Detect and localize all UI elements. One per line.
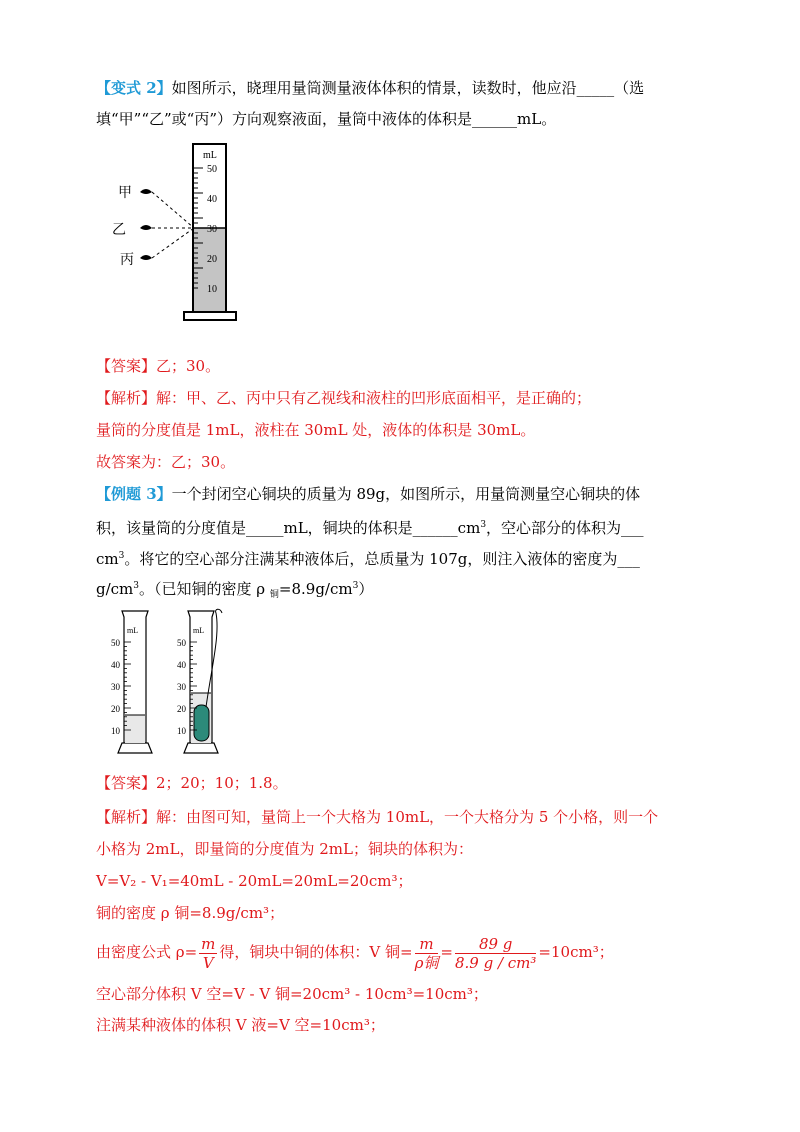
unit-label: mL: [193, 626, 205, 635]
answer-text: 乙；30。: [156, 357, 221, 375]
q3-text: g/cm: [96, 580, 134, 598]
analysis-text: =10cm³；: [538, 943, 614, 961]
q3-text: 积，该量筒的分度值是_____mL，铜块的体积是______cm: [96, 519, 481, 537]
q3-line4: $g/cm^3$。（已知铜的密度 ρ $_铜=8.9g/cm^3$）: [96, 580, 374, 600]
tick-label: 20: [111, 704, 120, 714]
tick-label: 40: [111, 660, 120, 670]
tick-label: 40: [207, 194, 217, 205]
tick-label: 50: [207, 164, 217, 175]
q2-text1: 如图所示，晓理用量筒测量液体体积的情景，读数时，他应沿_____（选: [171, 79, 645, 97]
label-bing: 丙: [120, 252, 134, 268]
q3-analysis-1: [96, 806, 658, 828]
tick-label: 10: [111, 726, 120, 736]
cylinder-right: [177, 609, 222, 753]
fraction-values: [455, 935, 536, 972]
tick-label: 20: [207, 254, 217, 265]
q3-text: 。将它的空心部分注满某种液体后，总质量为 107g，则注入液体的密度为___: [124, 550, 640, 568]
q3-analysis-6: 空心部分体积 V 空=V - V 铜=20cm³ - 10cm³=10cm³；: [96, 985, 488, 1003]
q3-analysis-4: 铜的密度 ρ 铜=8.9g/cm³；: [96, 904, 285, 922]
q3-text: 铜: [269, 590, 279, 600]
frac-den: ρ铜: [414, 953, 439, 972]
q2-answer: [96, 355, 220, 377]
label-jia: 甲: [118, 185, 132, 201]
q3-line2: 积，该量筒的分度值是_____mL，铜块的体积是$\_\_\_\_\_\_cm^3$，空心部分的体积为___: [96, 519, 644, 537]
q3-analysis-3: V=V₂ - V₁=40mL - 20mL=20mL=20cm³；: [96, 872, 413, 890]
fraction-m-over-rho: [415, 935, 439, 972]
tick-label: 30: [177, 682, 186, 692]
frac-den: V: [202, 953, 214, 972]
q3-text: cm: [96, 550, 119, 568]
fraction-m-over-v: [199, 935, 217, 972]
q3-analysis-7: 注满某种液体的体积 V 液=V 空=10cm³；: [96, 1016, 385, 1034]
q2-unit: mL: [203, 150, 217, 161]
analysis-text: 得，铜块中铜的体积：V 铜=: [219, 943, 413, 961]
frac-den: 8.9 g / cm³: [454, 953, 537, 972]
q3-text1: 一个封闭空心铜块的质量为 89g，如图所示，用量筒测量空心铜块的体: [171, 485, 641, 503]
tick-label: 40: [177, 660, 186, 670]
q3-text: =8.9g/cm: [278, 580, 353, 598]
tick-label: 30: [207, 224, 217, 235]
q3-tag: 【例题 3】: [96, 485, 172, 503]
tick-label: 10: [177, 726, 186, 736]
tick-label: 30: [111, 682, 120, 692]
q3-text: ）: [358, 580, 374, 598]
q3-analysis-2: 小格为 2mL，即量筒的分度值为 2mL；铜块的体积为：: [96, 840, 473, 858]
q3-line3: $cm^3$。将它的空心部分注满某种液体后，总质量为 107g，则注入液体的密度为___: [96, 550, 640, 568]
frac-num: m: [415, 935, 439, 954]
q2-analysis-2: 量筒的分度值是 1mL，液柱在 30mL 处，液体的体积是 30mL。: [96, 421, 536, 439]
q3-text: 。（已知铜的密度 ρ: [139, 580, 270, 598]
q3-text: ，空心部分的体积为___: [486, 519, 644, 537]
tick-label: 50: [111, 638, 120, 648]
q2-graduated-cylinder-figure: [110, 140, 250, 330]
answer-tag: 【答案】: [96, 357, 157, 375]
label-yi: 乙: [112, 222, 126, 238]
q2-line2: [96, 108, 556, 130]
answer-tag: 【答案】: [96, 774, 157, 792]
q3-cylinders-figure: [110, 605, 250, 760]
q2-line1: [96, 77, 644, 99]
eye-icon: [140, 189, 152, 260]
q2-text2: 填“甲”“乙”或“丙”）方向观察液面，量筒中液体的体积是______mL。: [96, 110, 557, 128]
cylinder-left: [111, 611, 152, 753]
q3-analysis-5: 由密度公式 ρ= $\frac{m}{V}$ 得，铜块中铜的体积：V 铜= $\frac{m}{\text{ρ铜}}$ = $\frac{89 g}{\text{8.9 g / cm³}}$ =10cm³；: [96, 934, 614, 972]
frac-num: m: [201, 934, 216, 953]
tick-label: 20: [177, 704, 186, 714]
q2-analysis-3: 故答案为：乙；30。: [96, 453, 236, 471]
q3-line1: [96, 483, 640, 505]
q2-analysis-1: [96, 387, 591, 409]
analysis-text: 解：由图可知，量筒上一个大格为 10mL，一个大格分为 5 个小格，则一个: [156, 808, 659, 826]
analysis-tag: 【解析】: [96, 808, 157, 826]
q3-answer: [96, 772, 288, 794]
analysis-tag: 【解析】: [96, 389, 157, 407]
frac-num: 89 g: [455, 935, 536, 954]
analysis-text: 由密度公式 ρ=: [96, 943, 198, 961]
unit-label: mL: [127, 626, 139, 635]
tick-label: 50: [177, 638, 186, 648]
q2-tag: 【变式 2】: [96, 79, 172, 97]
analysis-text: 解：甲、乙、丙中只有乙视线和液柱的凹形底面相平，是正确的；: [156, 389, 592, 407]
answer-text: 2；20；10；1.8。: [156, 774, 288, 792]
tick-label: 10: [207, 284, 217, 295]
